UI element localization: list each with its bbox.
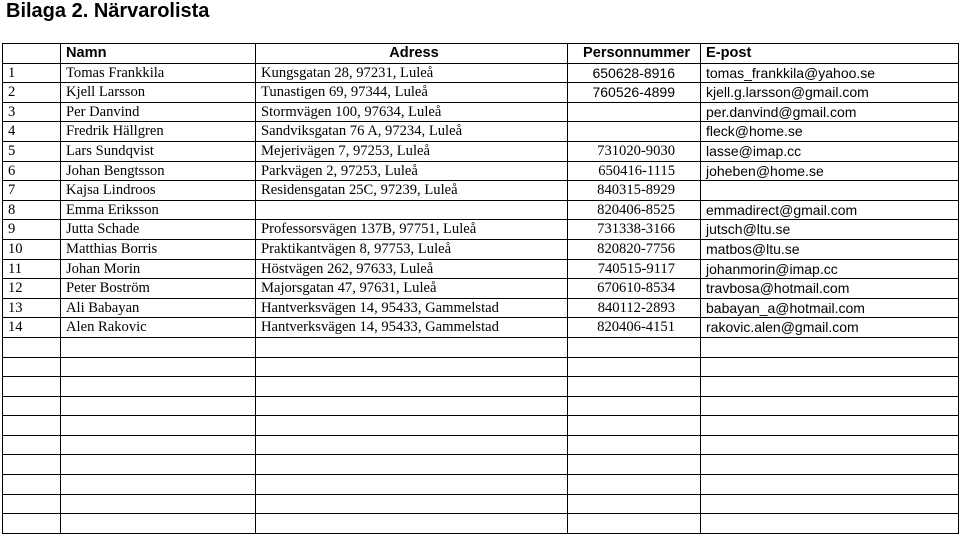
table-row [3, 141, 959, 161]
email-cell: lasse@imap.cc [701, 141, 959, 161]
personnummer-cell: 840112-2893 [568, 298, 701, 318]
empty-cell [568, 416, 701, 436]
empty-cell [701, 337, 959, 357]
empty-cell [3, 396, 61, 416]
empty-cell [701, 514, 959, 534]
name-cell: Emma Eriksson [61, 200, 256, 220]
row-number-cell: 8 [3, 200, 61, 220]
address-cell: Sandviksgatan 76 A, 97234, Luleå [256, 122, 568, 142]
empty-cell [3, 416, 61, 436]
empty-cell [3, 377, 61, 397]
table-row [3, 63, 959, 83]
email-cell [701, 181, 959, 201]
name-cell: Per Danvind [61, 102, 256, 122]
personnummer-cell: 740515-9117 [568, 259, 701, 279]
empty-cell [61, 416, 256, 436]
personnummer-cell: 731020-9030 [568, 141, 701, 161]
email-cell: emmadirect@gmail.com [701, 200, 959, 220]
header-namn: Namn [61, 44, 256, 64]
row-number-cell: 9 [3, 220, 61, 240]
empty-cell [61, 357, 256, 377]
header-adress: Adress [256, 44, 568, 64]
table-row [3, 83, 959, 103]
empty-cell [3, 357, 61, 377]
empty-row [3, 494, 959, 514]
empty-row [3, 357, 959, 377]
empty-cell [256, 357, 568, 377]
address-cell: Parkvägen 2, 97253, Luleå [256, 161, 568, 181]
email-cell: jutsch@ltu.se [701, 220, 959, 240]
empty-cell [3, 337, 61, 357]
address-cell: Stormvägen 100, 97634, Luleå [256, 102, 568, 122]
personnummer-cell: 820820-7756 [568, 239, 701, 259]
empty-cell [3, 494, 61, 514]
empty-cell [256, 435, 568, 455]
address-cell: Residensgatan 25C, 97239, Luleå [256, 181, 568, 201]
row-number-cell: 11 [3, 259, 61, 279]
empty-cell [568, 514, 701, 534]
address-cell: Hantverksvägen 14, 95433, Gammelstad [256, 298, 568, 318]
empty-cell [61, 455, 256, 475]
empty-row [3, 337, 959, 357]
table-row [3, 318, 959, 338]
name-cell: Tomas Frankkila [61, 63, 256, 83]
empty-cell [61, 377, 256, 397]
name-cell: Ali Babayan [61, 298, 256, 318]
empty-cell [568, 455, 701, 475]
empty-cell [701, 357, 959, 377]
empty-cell [568, 435, 701, 455]
address-cell: Majorsgatan 47, 97631, Luleå [256, 279, 568, 299]
table-row [3, 239, 959, 259]
empty-cell [61, 514, 256, 534]
empty-cell [701, 455, 959, 475]
table-row [3, 161, 959, 181]
empty-row [3, 377, 959, 397]
empty-row [3, 455, 959, 475]
personnummer-cell: 840315-8929 [568, 181, 701, 201]
email-cell: babayan_a@hotmail.com [701, 298, 959, 318]
personnummer-cell: 670610-8534 [568, 279, 701, 299]
address-cell: Kungsgatan 28, 97231, Luleå [256, 63, 568, 83]
empty-cell [3, 455, 61, 475]
row-number-cell: 7 [3, 181, 61, 201]
name-cell: Lars Sundqvist [61, 141, 256, 161]
empty-row [3, 435, 959, 455]
empty-cell [568, 337, 701, 357]
empty-row [3, 514, 959, 534]
address-cell: Praktikantvägen 8, 97753, Luleå [256, 239, 568, 259]
personnummer-cell [568, 102, 701, 122]
empty-cell [701, 377, 959, 397]
address-cell: Professorsvägen 137B, 97751, Luleå [256, 220, 568, 240]
empty-cell [256, 475, 568, 495]
table-body [3, 63, 959, 533]
empty-cell [256, 455, 568, 475]
header-personnummer: Personnummer [568, 44, 701, 64]
email-cell: per.danvind@gmail.com [701, 102, 959, 122]
empty-cell [3, 514, 61, 534]
empty-cell [568, 494, 701, 514]
empty-cell [61, 475, 256, 495]
empty-cell [701, 494, 959, 514]
row-number-cell: 3 [3, 102, 61, 122]
table-row [3, 200, 959, 220]
personnummer-cell: 650416-1115 [568, 161, 701, 181]
email-cell: fleck@home.se [701, 122, 959, 142]
name-cell: Fredrik Hällgren [61, 122, 256, 142]
empty-cell [3, 475, 61, 495]
email-cell: johanmorin@imap.cc [701, 259, 959, 279]
email-cell: rakovic.alen@gmail.com [701, 318, 959, 338]
empty-cell [61, 396, 256, 416]
empty-cell [256, 377, 568, 397]
empty-row [3, 475, 959, 495]
name-cell: Alen Rakovic [61, 318, 256, 338]
personnummer-cell [568, 122, 701, 142]
name-cell: Jutta Schade [61, 220, 256, 240]
address-cell: Hantverksvägen 14, 95433, Gammelstad [256, 318, 568, 338]
personnummer-cell: 760526-4899 [568, 83, 701, 103]
empty-cell [568, 377, 701, 397]
empty-cell [256, 396, 568, 416]
empty-row [3, 396, 959, 416]
header-epost: E-post [701, 44, 959, 64]
email-cell: kjell.g.larsson@gmail.com [701, 83, 959, 103]
row-number-cell: 2 [3, 83, 61, 103]
row-number-cell: 4 [3, 122, 61, 142]
table-row [3, 220, 959, 240]
row-number-cell: 5 [3, 141, 61, 161]
empty-cell [701, 416, 959, 436]
empty-cell [256, 494, 568, 514]
name-cell: Johan Morin [61, 259, 256, 279]
personnummer-cell: 731338-3166 [568, 220, 701, 240]
row-number-cell: 13 [3, 298, 61, 318]
table-row [3, 122, 959, 142]
table-row [3, 181, 959, 201]
empty-cell [701, 475, 959, 495]
empty-cell [256, 337, 568, 357]
email-cell: tomas_frankkila@yahoo.se [701, 63, 959, 83]
attendance-table [2, 43, 959, 534]
name-cell: Kajsa Lindroos [61, 181, 256, 201]
empty-cell [256, 416, 568, 436]
email-cell: matbos@ltu.se [701, 239, 959, 259]
empty-cell [568, 357, 701, 377]
empty-cell [256, 514, 568, 534]
empty-cell [61, 435, 256, 455]
empty-row [3, 416, 959, 436]
name-cell: Kjell Larsson [61, 83, 256, 103]
empty-cell [568, 475, 701, 495]
table-header-row [3, 44, 959, 64]
personnummer-cell: 820406-4151 [568, 318, 701, 338]
personnummer-cell: 820406-8525 [568, 200, 701, 220]
row-number-cell: 10 [3, 239, 61, 259]
header-nr [3, 44, 61, 64]
row-number-cell: 6 [3, 161, 61, 181]
row-number-cell: 1 [3, 63, 61, 83]
address-cell: Tunastigen 69, 97344, Luleå [256, 83, 568, 103]
empty-cell [701, 396, 959, 416]
name-cell: Peter Boström [61, 279, 256, 299]
name-cell: Matthias Borris [61, 239, 256, 259]
address-cell [256, 200, 568, 220]
address-cell: Mejerivägen 7, 97253, Luleå [256, 141, 568, 161]
empty-cell [701, 435, 959, 455]
empty-cell [568, 396, 701, 416]
personnummer-cell: 650628-8916 [568, 63, 701, 83]
empty-cell [61, 494, 256, 514]
table-row [3, 279, 959, 299]
address-cell: Höstvägen 262, 97633, Luleå [256, 259, 568, 279]
row-number-cell: 12 [3, 279, 61, 299]
row-number-cell: 14 [3, 318, 61, 338]
empty-cell [3, 435, 61, 455]
empty-cell [61, 337, 256, 357]
table-row [3, 259, 959, 279]
page-title: Bilaga 2. Närvarolista [6, 0, 210, 22]
email-cell: joheben@home.se [701, 161, 959, 181]
email-cell: travbosa@hotmail.com [701, 279, 959, 299]
table-row [3, 102, 959, 122]
table-row [3, 298, 959, 318]
name-cell: Johan Bengtsson [61, 161, 256, 181]
